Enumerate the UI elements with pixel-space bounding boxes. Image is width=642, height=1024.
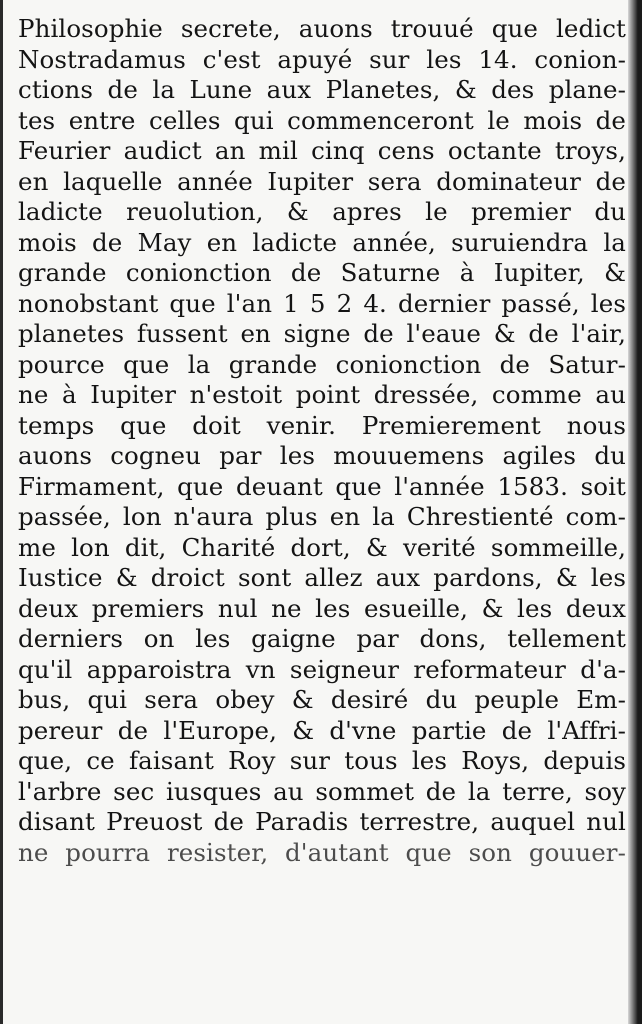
text-line: ne pourra resister, d'autant que son gouuer- <box>18 837 626 867</box>
text-line: tes entre celles qui commenceront le mois de <box>18 105 626 135</box>
text-line: en laquelle année Iupiter sera dominateur de <box>18 166 626 196</box>
page-left-edge <box>0 0 3 1024</box>
text-line: disant Preuost de Paradis terrestre, auquel nul <box>18 807 626 836</box>
text-line: Iustice & droict sont allez aux pardons, & les <box>18 563 626 592</box>
text-line: pereur de l'Europe, & d'vne partie de l'Affri- <box>18 715 626 745</box>
text-line: que, ce faisant Roy sur tous les Roys, depuis <box>18 746 626 775</box>
text-line: ladicte reuolution, & apres le premier du <box>18 197 626 226</box>
page-right-edge <box>628 0 642 1024</box>
text-line: auons cogneu par les mouuemens agiles du <box>18 441 626 470</box>
body-text <box>18 14 626 868</box>
text-line: me lon dit, Charité dort, & verité sommeille, <box>18 532 626 562</box>
text-line: Philosophie secrete, auons trouué que ledict <box>18 14 626 43</box>
text-line: passée, lon n'aura plus en la Chrestienté com- <box>18 502 626 531</box>
text-line: nonobstant que l'an 1 5 2 4. dernier passé, les <box>18 288 626 318</box>
text-line: ctions de la Lune aux Planetes, & des plane- <box>18 75 626 104</box>
text-line: mois de May en ladicte année, suruiendra la <box>18 227 626 257</box>
text-line: Feurier audict an mil cinq cens octante troys, <box>18 136 626 165</box>
text-line: bus, qui sera obey & desiré du peuple Em- <box>18 685 626 714</box>
text-line: l'arbre sec iusques au sommet de la terre, soy <box>18 776 626 806</box>
text-line: qu'il apparoistra vn seigneur reformateur d'a- <box>18 654 626 684</box>
text-line: ne à Iupiter n'estoit point dressée, comme au <box>18 380 626 409</box>
text-line: grande conionction de Saturne à Iupiter, & <box>18 258 626 287</box>
text-line: pource que la grande conionction de Satur- <box>18 349 626 379</box>
text-line: Firmament, que deuant que l'année 1583. soit <box>18 471 626 501</box>
text-line: deux premiers nul ne les esueille, & les deux <box>18 593 626 623</box>
text-line: planetes fussent en signe de l'eaue & de l'air, <box>18 319 626 348</box>
text-line: derniers on les gaigne par dons, tellement <box>18 624 626 653</box>
text-line: Nostradamus c'est apuyé sur les 14. conion- <box>18 44 626 74</box>
text-line: temps que doit venir. Premierement nous <box>18 410 626 440</box>
